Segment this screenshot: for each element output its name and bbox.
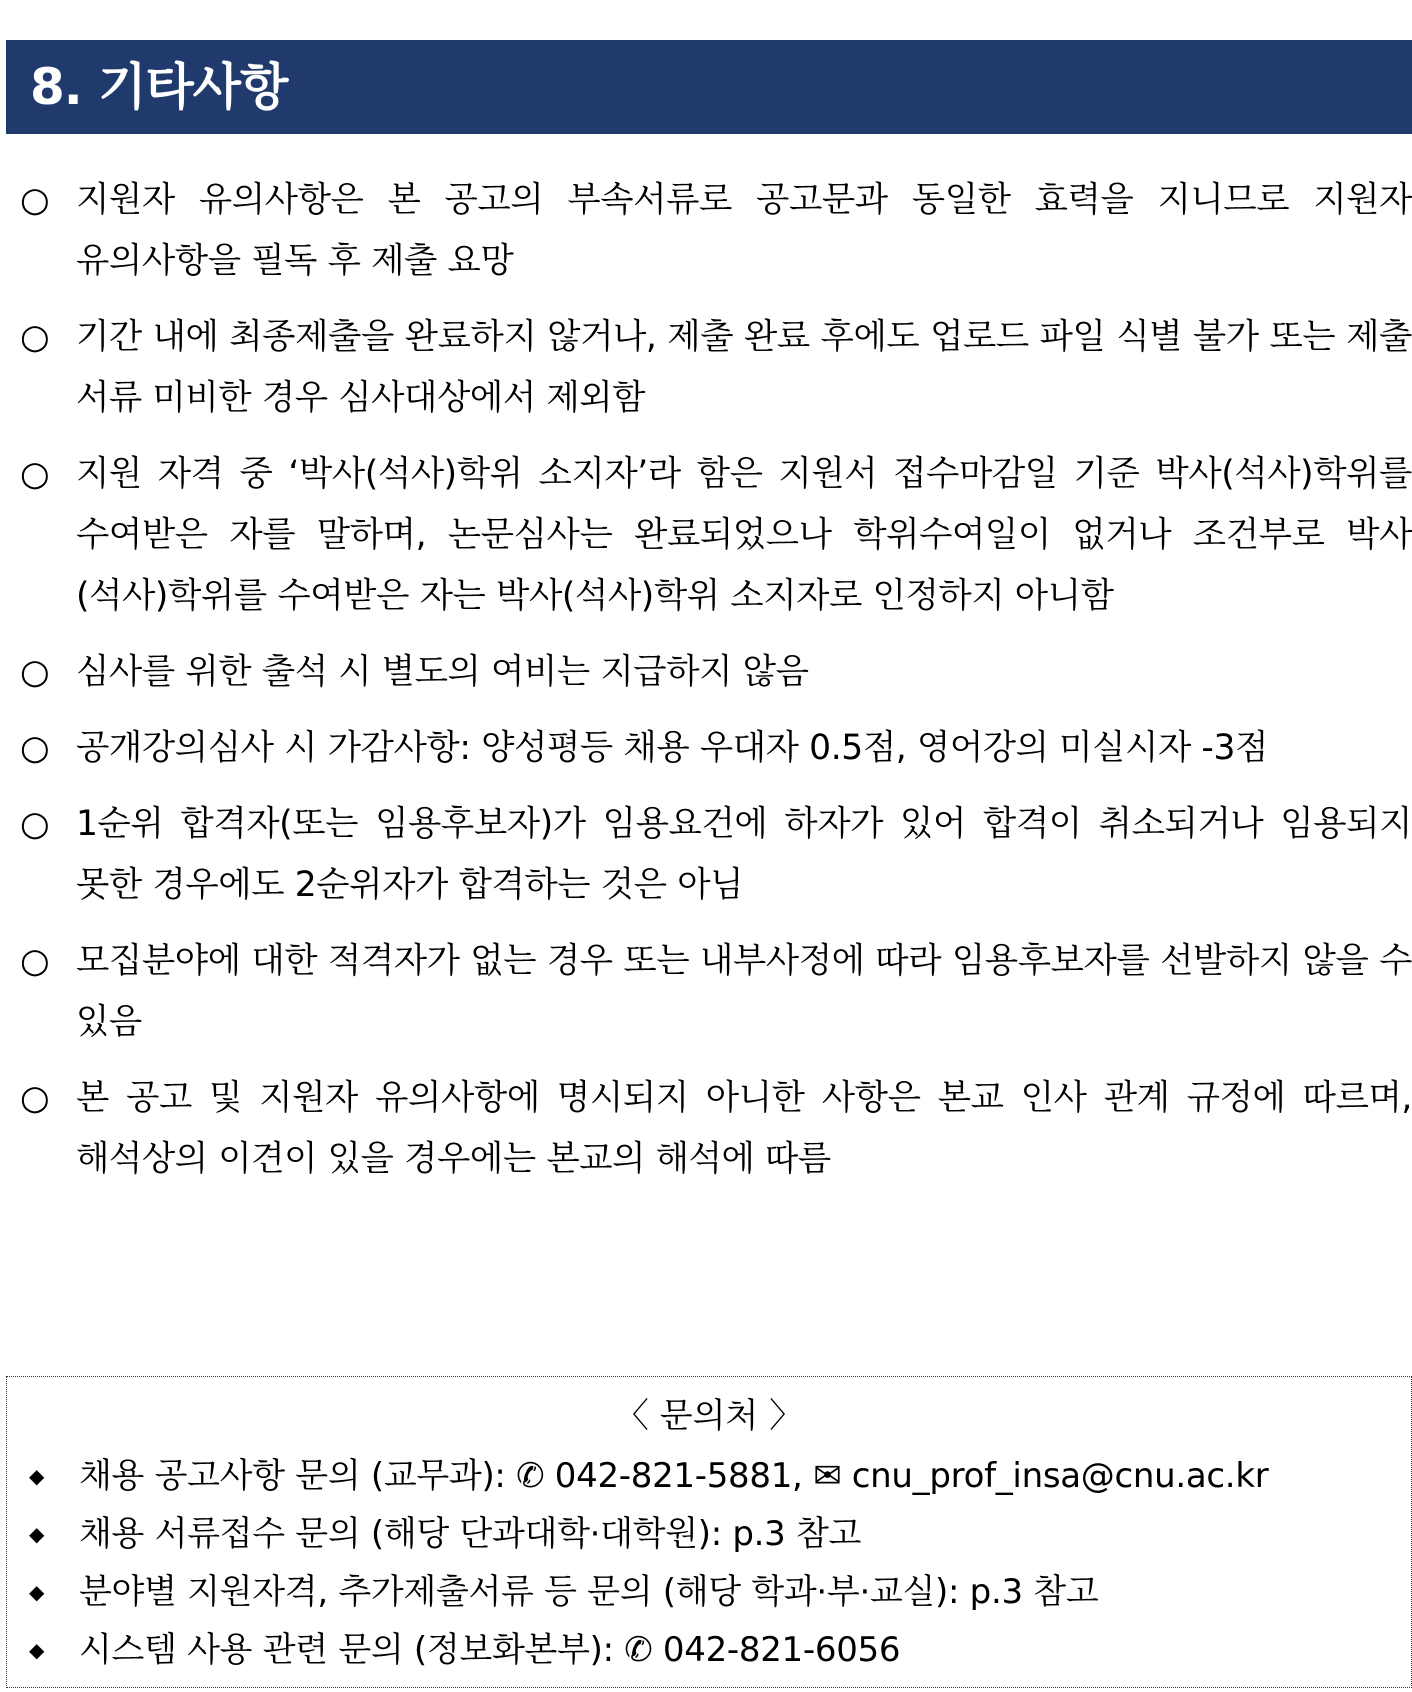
section-header [6, 40, 1412, 134]
contact-item [29, 1447, 1411, 1505]
note-item [20, 307, 1412, 429]
circle-bullet-icon: ○ [20, 941, 50, 981]
note-text: 1순위 합격자(또는 임용후보자)가 임용요건에 하자가 있어 합격이 취소되거나 임용되지 못한 경우에도 2순위자가 합격하는 것은 아님 [76, 804, 1412, 905]
note-text: 기간 내에 최종제출을 완료하지 않거나, 제출 완료 후에도 업로드 파일 식별 불가 또는 제출 서류 미비한 경우 심사대상에서 제외함 [76, 317, 1412, 418]
note-text: 지원자 유의사항은 본 공고의 부속서류로 공고문과 동일한 효력을 지니므로 지원자 유의사항을 필독 후 제출 요망 [76, 180, 1412, 281]
diamond-bullet-icon: ◆ [29, 1580, 45, 1604]
note-text: 본 공고 및 지원자 유의사항에 명시되지 아니한 사항은 본교 인사 관계 규정에 따르며, 해석상의 이견이 있을 경우에는 본교의 해석에 따름 [76, 1078, 1412, 1179]
circle-bullet-icon: ○ [20, 454, 50, 494]
diamond-bullet-icon: ◆ [29, 1638, 45, 1662]
note-item [20, 718, 1412, 779]
circle-bullet-icon: ○ [20, 804, 50, 844]
circle-bullet-icon: ○ [20, 652, 50, 692]
contact-text: 채용 공고사항 문의 (교무과): ✆ 042-821-5881, ✉ cnu_prof_insa@cnu.ac.kr [79, 1456, 1269, 1496]
note-item [20, 794, 1412, 916]
contact-box [6, 1376, 1412, 1688]
contact-item [29, 1621, 1411, 1679]
diamond-bullet-icon: ◆ [29, 1522, 45, 1546]
notes-list [20, 170, 1412, 1205]
circle-bullet-icon: ○ [20, 728, 50, 768]
note-item [20, 444, 1412, 627]
contact-title: 〈 문의처 〉 [614, 1396, 804, 1436]
circle-bullet-icon: ○ [20, 180, 50, 220]
note-item [20, 931, 1412, 1053]
contact-item [29, 1505, 1411, 1563]
diamond-bullet-icon: ◆ [29, 1464, 45, 1488]
contact-list [29, 1447, 1411, 1679]
contact-item [29, 1563, 1411, 1621]
note-item [20, 642, 1412, 703]
note-item [20, 1068, 1412, 1190]
section-title: 8. 기타사항 [30, 58, 288, 116]
note-item [20, 170, 1412, 292]
note-text: 모집분야에 대한 적격자가 없는 경우 또는 내부사정에 따라 임용후보자를 선발하지 않을 수 있음 [76, 941, 1412, 1042]
note-text: 심사를 위한 출석 시 별도의 여비는 지급하지 않음 [76, 652, 809, 692]
note-text: 공개강의심사 시 가감사항: 양성평등 채용 우대자 0.5점, 영어강의 미실시자 -3점 [76, 728, 1268, 768]
circle-bullet-icon: ○ [20, 1078, 50, 1118]
contact-text: 분야별 지원자격, 추가제출서류 등 문의 (해당 학과·부·교실): p.3 참고 [79, 1572, 1099, 1612]
note-text: 지원 자격 중 ‘박사(석사)학위 소지자’라 함은 지원서 접수마감일 기준 박사(석사)학위를 수여받은 자를 말하며, 논문심사는 완료되었으나 학위수여일이 없거나 조건부로 박사(석사)학위를 수여받은 자는 박사(석사)학위 소지자로 인정하지 아니함 [76, 454, 1412, 616]
contact-text: 채용 서류접수 문의 (해당 단과대학·대학원): p.3 참고 [79, 1514, 862, 1554]
contact-text: 시스템 사용 관련 문의 (정보화본부): ✆ 042-821-6056 [79, 1630, 901, 1670]
circle-bullet-icon: ○ [20, 317, 50, 357]
